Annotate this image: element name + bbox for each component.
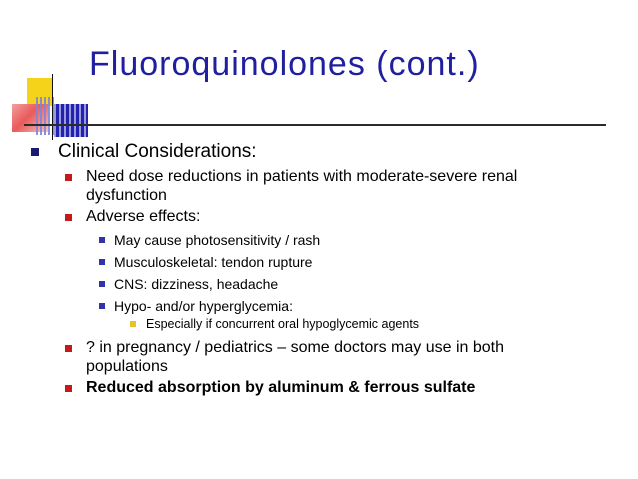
bullet-level3-icon xyxy=(99,237,105,243)
bullet-adverse-effects: Adverse effects: xyxy=(86,208,201,225)
decorative-blue-square xyxy=(54,104,88,137)
bullet-musculoskeletal: Musculoskeletal: tendon rupture xyxy=(114,254,313,270)
bullet-level2-icon xyxy=(65,214,72,221)
bullet-level4-icon xyxy=(130,321,136,327)
bullet-level2-icon xyxy=(65,174,72,181)
decorative-striped-square xyxy=(36,97,56,135)
bullet-level2-icon xyxy=(65,345,72,352)
bullet-level3-icon xyxy=(99,259,105,265)
bullet-especially: Especially if concurrent oral hypoglycemic agents xyxy=(146,317,420,331)
bullet-dose-line2: dysfunction xyxy=(86,187,167,204)
bullet-pregnancy-line1: ? in pregnancy / pediatrics – some doctors may use in both xyxy=(86,339,504,356)
bullet-clinical-considerations: Clinical Considerations: xyxy=(58,141,257,162)
bullet-level3-icon xyxy=(99,303,105,309)
bullet-dose-line1: Need dose reductions in patients with moderate-severe renal xyxy=(86,168,518,185)
bullet-hypo-hyperglycemia: Hypo- and/or hyperglycemia: xyxy=(114,298,293,314)
title-underline xyxy=(24,124,606,126)
decorative-vertical-line xyxy=(52,74,53,140)
bullet-reduced-absorption: Reduced absorption by aluminum & ferrous sulfate xyxy=(86,379,476,396)
bullet-level3-icon xyxy=(99,281,105,287)
bullet-photosensitivity: May cause photosensitivity / rash xyxy=(114,232,321,248)
bullet-pregnancy-line2: populations xyxy=(86,358,168,375)
bullet-level1-icon xyxy=(31,148,39,156)
bullet-cns: CNS: dizziness, headache xyxy=(114,276,279,292)
slide-title: Fluoroquinolones (cont.) xyxy=(89,45,480,83)
bullet-level2-icon xyxy=(65,385,72,392)
